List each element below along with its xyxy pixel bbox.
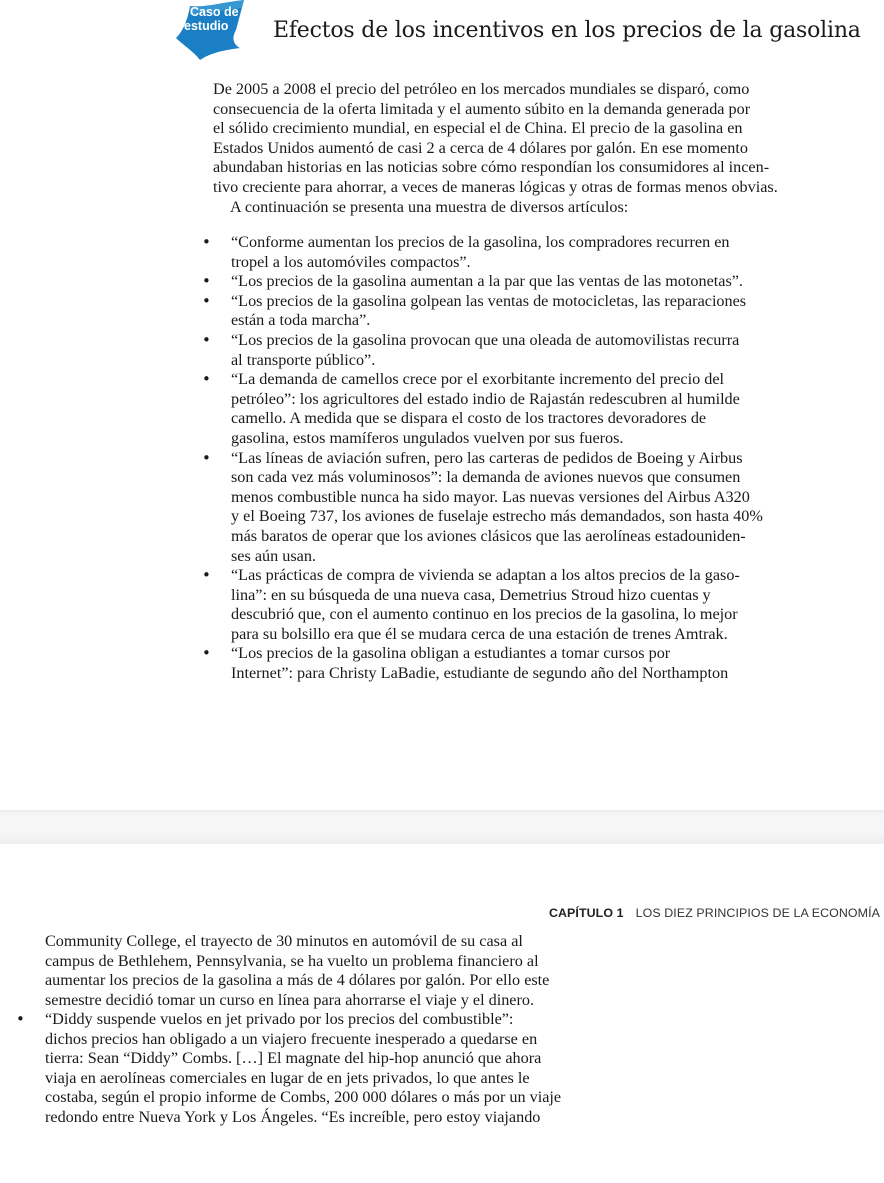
page-divider (0, 810, 884, 844)
case-study-badge (174, 0, 254, 60)
intro-line: el sólido crecimiento mundial, en especial el de China. El precio de la gasolina en (213, 119, 743, 138)
bullet-icon: • (202, 644, 211, 663)
intro-paragraph (213, 80, 865, 217)
list-item (200, 292, 872, 331)
list-item-line: lina”: en su búsqueda de una nueva casa, Demetrius Stroud hizo cuentas y (231, 585, 711, 604)
list-item-line: costaba, según el propio informe de Combs, 200 000 dólares o más por un viaje (45, 1088, 562, 1107)
list-item-line: semestre decidió tomar un curso en línea para ahorrarse el viaje y el dinero. (45, 990, 535, 1009)
list-item-line: son cada vez más voluminosos”: la demanda de aviones nuevos que consumen (231, 468, 741, 487)
badge-line-1: Caso de (190, 5, 239, 19)
intro-line: tivo creciente para ahorrar, a veces de maneras lógicas y otras de formas menos obvias. (213, 177, 778, 196)
list-item-line: redondo entre Nueva York y Los Ángeles. “Es increíble, pero estoy viajando (45, 1107, 541, 1126)
list-item-line: “Los precios de la gasolina golpean las ventas de motocicletas, las reparaciones (231, 291, 747, 310)
list-item-line: Community College, el trayecto de 30 minutos en automóvil de su casa al (45, 932, 523, 950)
bullet-icon: • (202, 330, 211, 349)
list-item-line: gasolina, estos mamíferos ungulados vuelven por sus fueros. (231, 428, 624, 447)
list-item-line: “La demanda de camellos crece por el exorbitante incremento del precio del (231, 370, 725, 389)
list-item-line: tropel a los automóviles compactos”. (231, 252, 471, 271)
list-item-line: “Los precios de la gasolina provocan que una oleada de automovilistas recurra (231, 330, 740, 349)
list-item-line: “Las líneas de aviación sufren, pero las carteras de pedidos de Boeing y Airbus (231, 448, 743, 467)
list-item (200, 233, 872, 272)
list-item-line: camello. A medida que se dispara el costo de los tractores devoradores de (231, 409, 707, 428)
list-item-line: “Las prácticas de compra de vivienda se adaptan a los altos precios de la gaso- (231, 566, 740, 585)
list-item-line: campus de Bethlehem, Pennsylvania, se ha vuelto un problema financiero al (45, 951, 539, 970)
list-item-line: Internet”: para Christy LaBadie, estudiante de segundo año del Northampton (231, 664, 729, 683)
list-item-line: viaja en aerolíneas comerciales en lugar de en jets privados, lo que antes le (45, 1068, 530, 1087)
article-list-continued (14, 1010, 704, 1128)
list-item-line: petróleo”: los agricultores del estado indio de Rajastán redescubren al humilde (231, 389, 740, 408)
list-item-line: menos combustible nunca ha sido mayor. Las nuevas versiones del Airbus A320 (231, 487, 750, 506)
intro-line: De 2005 a 2008 el precio del petróleo en los mercados mundiales se disparó, como (213, 80, 750, 98)
list-item-line: ses aún usan. (231, 546, 316, 565)
list-item (200, 449, 872, 567)
intro-second-paragraph: A continuación se presenta una muestra de diversos artículos: (230, 197, 629, 216)
intro-line: abundaban historias en las noticias sobre cómo respondían los consumidores al incen- (213, 158, 770, 177)
bullet-icon: • (202, 272, 211, 291)
continued-list-item (45, 932, 685, 1010)
list-item-line: al transporte público”. (231, 350, 376, 369)
list-item-line: aumentar los precios de la gasolina a más de 4 dólares por galón. Por ello este (45, 971, 550, 990)
badge-line-2: estudio (184, 19, 229, 33)
case-study-title: Efectos de los incentivos en los precios de la gasolina (273, 18, 861, 43)
list-item (14, 1010, 704, 1128)
running-header (549, 906, 880, 920)
chapter-label: CAPÍTULO 1 (548, 906, 624, 920)
list-item-line: están a toda marcha”. (231, 311, 371, 330)
list-item-line: para su bolsillo era que él se mudara cerca de una estación de trenes Amtrak. (231, 624, 728, 643)
list-item (200, 370, 872, 448)
list-item-line: “Los precios de la gasolina obligan a estudiantes a tomar cursos por (231, 644, 671, 663)
bullet-icon: • (202, 448, 211, 467)
list-item-line: “Conforme aumentan los precios de la gasolina, los compradores recurren en (231, 233, 730, 251)
list-item (200, 331, 872, 370)
list-item-line: dichos precios han obligado a un viajero frecuente inesperado a quedarse en (45, 1029, 538, 1048)
bullet-icon: • (202, 291, 211, 310)
intro-line: consecuencia de la oferta limitada y el aumento súbito en la demanda generada por (213, 99, 751, 118)
bullet-icon: • (202, 370, 211, 389)
list-item-line: más baratos de operar que los aviones clásicos que las aerolíneas estadouniden- (231, 526, 746, 545)
bullet-icon: • (202, 233, 211, 251)
list-item-line: descubrió que, con el aumento continuo en los precios de la gasolina, lo mejor (231, 605, 738, 624)
article-list (200, 233, 872, 684)
bullet-icon: • (202, 566, 211, 585)
list-item (200, 566, 872, 644)
list-item-line: y el Boeing 737, los aviones de fuselaje estrecho más demandados, son hasta 40% (231, 507, 763, 526)
list-item-line: “Diddy suspende vuelos en jet privado por los precios del combustible”: (45, 1010, 514, 1028)
bullet-icon: • (16, 1010, 25, 1028)
list-item-line: tierra: Sean “Diddy” Combs. […] El magnate del hip-hop anunció que ahora (45, 1049, 542, 1068)
page-2 (0, 844, 884, 1183)
chapter-title: LOS DIEZ PRINCIPIOS DE LA ECONOMÍA (635, 906, 880, 920)
list-item-line: “Los precios de la gasolina aumentan a la par que las ventas de las motonetas”. (231, 272, 743, 291)
intro-line: Estados Unidos aumentó de casi 2 a cerca de 4 dólares por galón. En ese momento (213, 138, 748, 157)
list-item (200, 644, 872, 683)
list-item (200, 272, 872, 292)
